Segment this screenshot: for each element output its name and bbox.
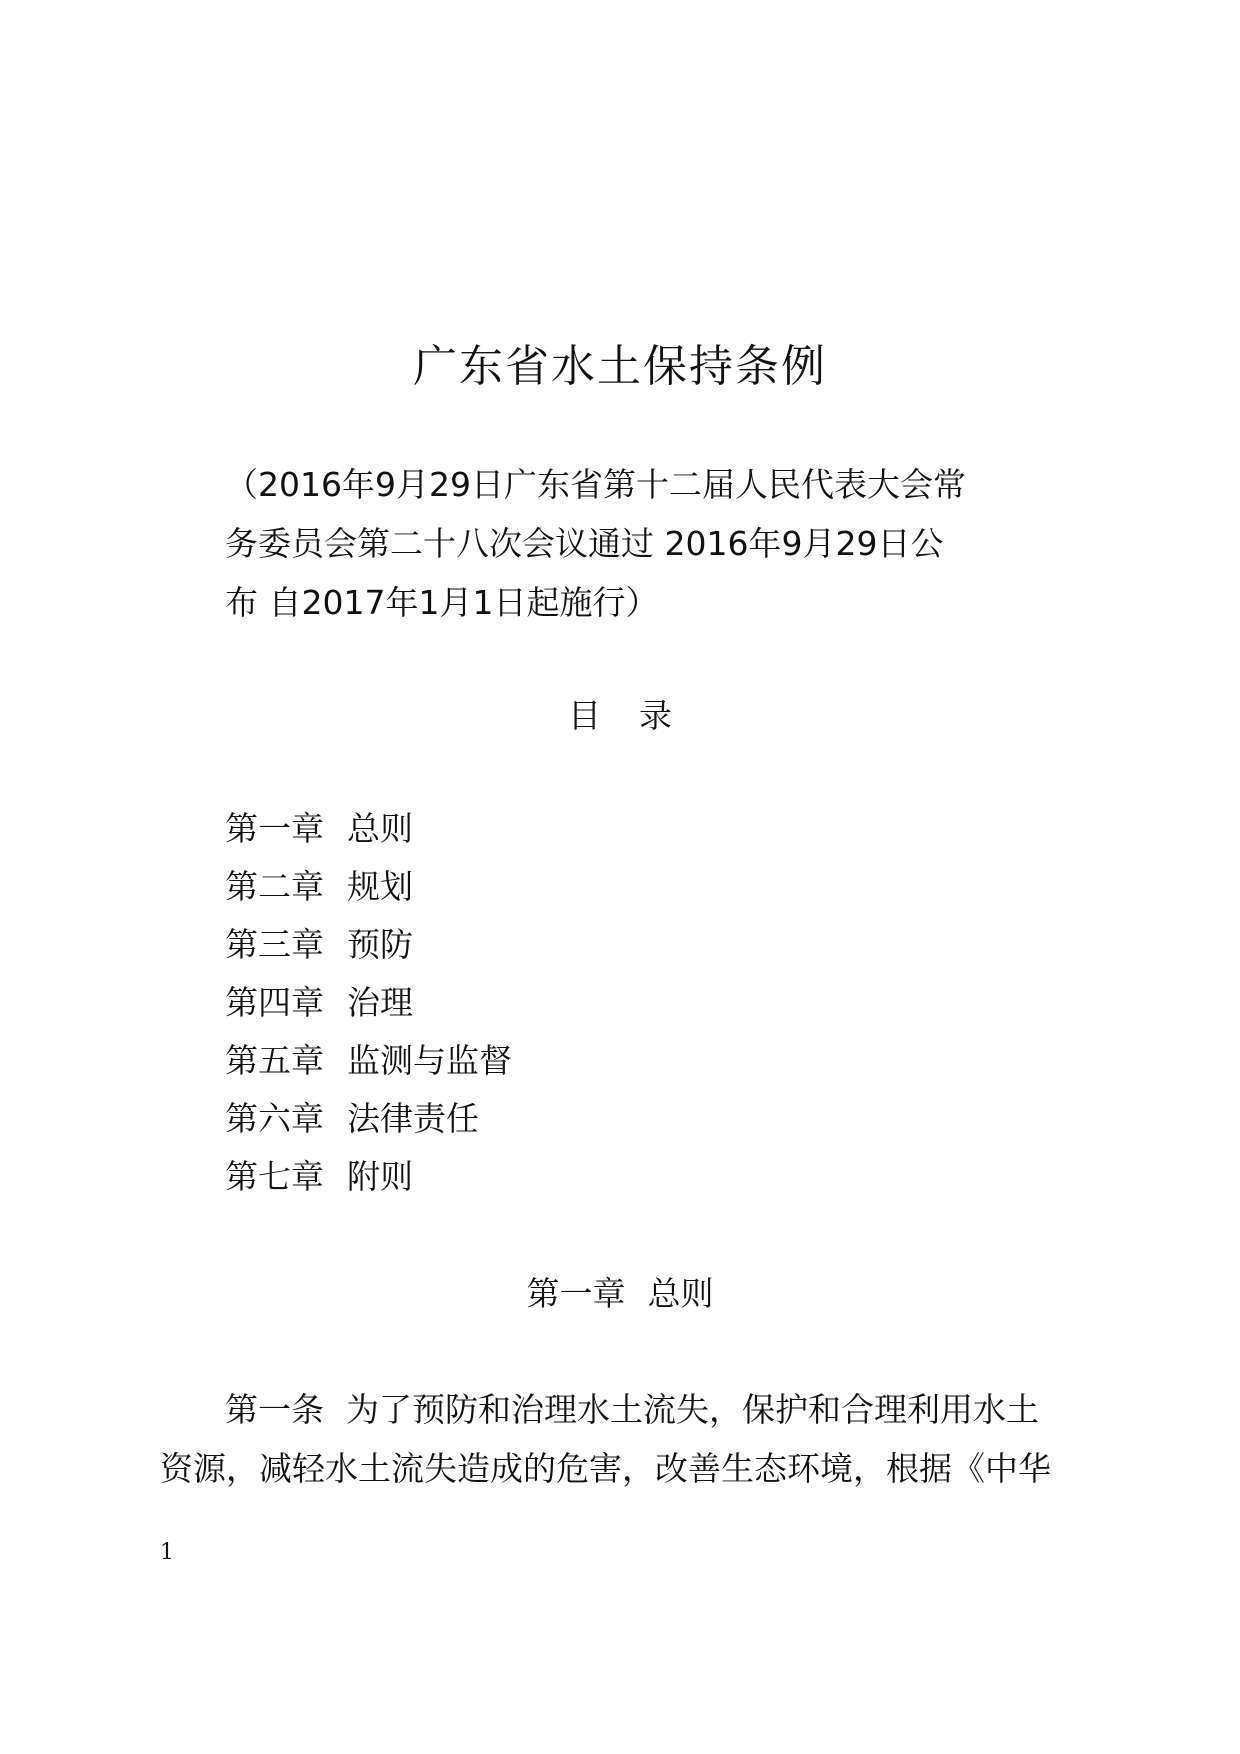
toc-heading bbox=[0, 690, 1240, 737]
toc-chapter-name: 法律责任 bbox=[347, 1099, 479, 1138]
article-first-line bbox=[160, 1380, 1080, 1439]
article-second-line: 资源，减轻水土流失造成的危害，改善生态环境，根据《中华 bbox=[160, 1449, 1051, 1488]
subtitle-line: 布 自2017年1月1日起施行） bbox=[225, 583, 659, 622]
toc-chapter-name: 规划 bbox=[347, 867, 413, 906]
toc-item bbox=[225, 974, 512, 1032]
toc-item bbox=[225, 858, 512, 916]
page-number: 1 bbox=[160, 1540, 174, 1565]
toc-chapter-number: 第四章 bbox=[225, 983, 324, 1022]
table-of-contents bbox=[225, 800, 512, 1206]
toc-item bbox=[225, 1032, 512, 1090]
document-subtitle bbox=[225, 455, 1025, 632]
toc-chapter-name: 治理 bbox=[347, 983, 413, 1022]
chapter-number: 第一章 bbox=[526, 1274, 626, 1313]
toc-item bbox=[225, 1148, 512, 1206]
toc-chapter-name: 预防 bbox=[347, 925, 413, 964]
toc-chapter-name: 总则 bbox=[347, 809, 413, 848]
toc-chapter-number: 第三章 bbox=[225, 925, 324, 964]
article-label: 第一条 bbox=[225, 1390, 324, 1429]
chapter-heading bbox=[0, 1268, 1240, 1315]
toc-heading-right: 录 bbox=[639, 696, 672, 735]
toc-chapter-number: 第二章 bbox=[225, 867, 324, 906]
toc-chapter-number: 第七章 bbox=[225, 1157, 324, 1196]
subtitle-line: 务委员会第二十八次会议通过 2016年9月29日公 bbox=[225, 524, 944, 563]
article-paragraph bbox=[160, 1380, 1080, 1498]
toc-item bbox=[225, 800, 512, 858]
chapter-name: 总则 bbox=[647, 1274, 714, 1313]
toc-item bbox=[225, 916, 512, 974]
toc-chapter-name: 附则 bbox=[347, 1157, 413, 1196]
toc-heading-left: 目 bbox=[568, 696, 601, 735]
document-title: 广东省水土保持条例 bbox=[413, 341, 827, 392]
toc-item bbox=[225, 1090, 512, 1148]
toc-chapter-number: 第五章 bbox=[225, 1041, 324, 1080]
article-text: 为了预防和治理水土流失，保护和合理利用水土 bbox=[346, 1390, 1039, 1429]
toc-chapter-number: 第一章 bbox=[225, 809, 324, 848]
toc-chapter-number: 第六章 bbox=[225, 1099, 324, 1138]
subtitle-line: （2016年9月29日广东省第十二届人民代表大会常 bbox=[225, 465, 966, 504]
toc-chapter-name: 监测与监督 bbox=[347, 1041, 512, 1080]
